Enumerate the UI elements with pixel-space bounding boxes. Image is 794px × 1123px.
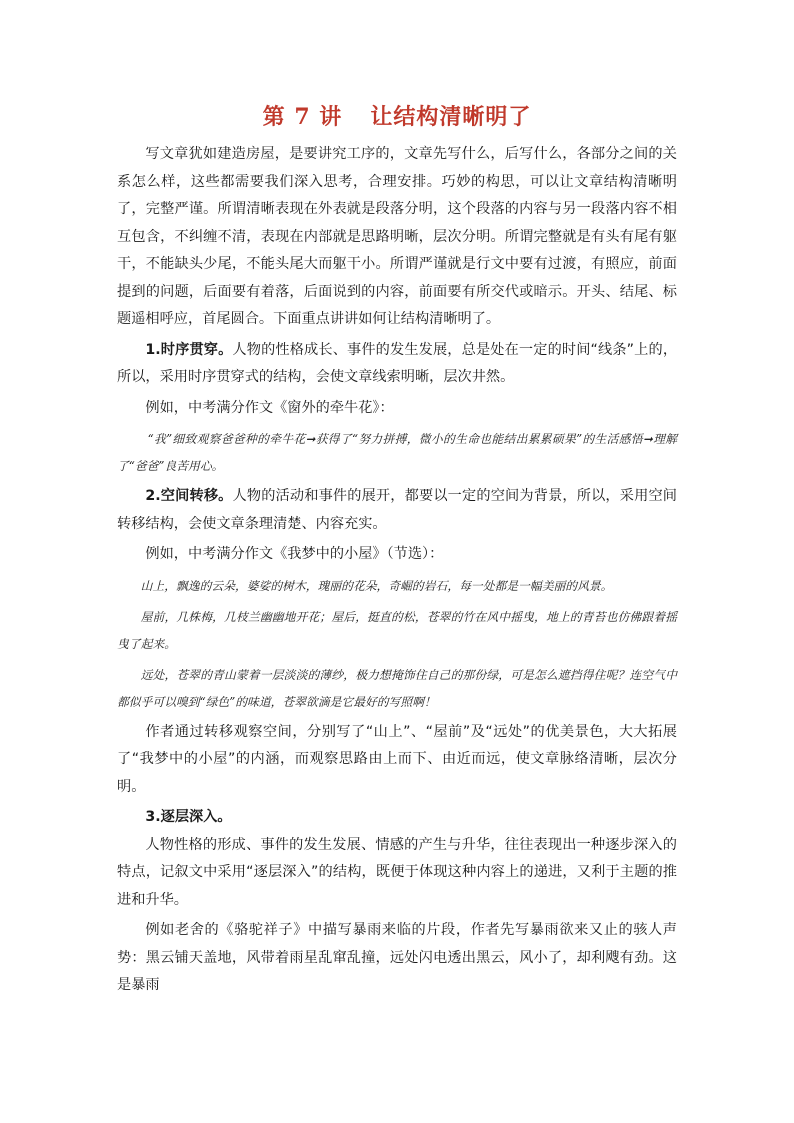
point-1-paragraph xyxy=(117,337,677,392)
example-1-quote: “我”细致观察爸爸种的牵牛花➞获得了“努力拼搏，微小的生命也能结出累累硕果”的生活感悟➞理解了“爸爸”良苦用心。 xyxy=(117,432,677,473)
page-title xyxy=(0,100,794,131)
example-2-quote-house: 屋前，几株梅，几枝兰幽幽地开花；屋后，挺直的松，苍翠的竹在风中摇曳，地上的青苔也仿佛跟着摇曳了起来。 xyxy=(117,609,677,651)
point-3-paragraph xyxy=(117,804,677,832)
intro-paragraph: 写文章犹如建造房屋，是要讲究工序的，文章先写什么，后写什么，各部分之间的关系怎么样，这些都需要我们深入思考，合理安排。巧妙的构思，可以让文章结构清晰明了，完整严谨。所谓清晰表现在外表就是段落分明，这个段落的内容与另一段落内容不相互包含，不纠缠不清，表现在内部就是思路明晰，层次分明。所谓完整就是有头有尾有躯干，不能缺头少尾，不能头尾大而躯干小。所谓严谨就是行文中要有过渡，有照应，前面提到的问题，后面要有着落，后面说到的内容，前面要有所交代或暗示。开头、结尾、标题遥相呼应，首尾圆合。下面重点讲讲如何让结构清晰明了。 xyxy=(117,146,677,327)
title-lecture-number: 第 7 讲 xyxy=(262,104,343,130)
example-2-quote-mountain: 山上，飘逸的云朵，婆娑的树木，瑰丽的花朵，奇崛的岩石，每一处都是一幅美丽的风景。 xyxy=(140,578,613,593)
point-2-paragraph xyxy=(117,483,677,538)
point-2-heading: 2.空间转移。 xyxy=(145,488,233,504)
point-3-text: 人物性格的形成、事件的发生发展、情感的产生与升华，往往表现出一种逐步深入的特点，记叙文中采用“逐层深入”的结构，既便于体现这种内容上的递进，又利于主题的推进和升华。 xyxy=(117,836,677,908)
point-1-heading: 1.时序贯穿。 xyxy=(145,341,233,358)
document-body xyxy=(117,141,677,1000)
point-2-text: 人物的活动和事件的展开，都要以一定的空间为背景，所以，采用空间转移结构，会使文章条理清楚、内容充实。 xyxy=(117,488,677,532)
point-3-heading: 3.逐层深入。 xyxy=(145,809,232,825)
example-2-quote-distance: 远处，苍翠的青山蒙着一层淡淡的薄纱，极力想掩饰住自己的那份绿，可是怎么遮挡得住呢？连空气中都似乎可以嗅到“绿色”的味道，苍翠欲滴是它最好的写照啊！ xyxy=(117,667,677,709)
example-3-paragraph: 例如老舍的《骆驼祥子》中描写暴雨来临的片段，作者先写暴雨欲来又止的骇人声势：黑云铺天盖地，风带着雨星乱窜乱撞，远处闪电透出黑云，风小了，却利飕有劲。这是暴雨 xyxy=(117,922,677,993)
example-2-intro: 例如，中考满分作文《我梦中的小屋》（节选）： xyxy=(145,546,444,562)
title-topic: 让结构清晰明了 xyxy=(370,104,532,130)
example-2-analysis: 作者通过转移观察空间，分别写了“山上”、“屋前”及“远处”的优美景色，大大拓展了“我梦中的小屋”的内涵，而观察思路由上而下、由近而远，使文章脉络清晰，层次分明。 xyxy=(117,723,677,795)
point-1-text: 人物的性格成长、事件的发生发展，总是处在一定的时间“线条”上的，所以，采用时序贯穿式的结构，会使文章线索明晰，层次井然。 xyxy=(117,341,678,385)
example-1-intro: 例如，中考满分作文《窗外的牵牛花》： xyxy=(145,399,394,416)
